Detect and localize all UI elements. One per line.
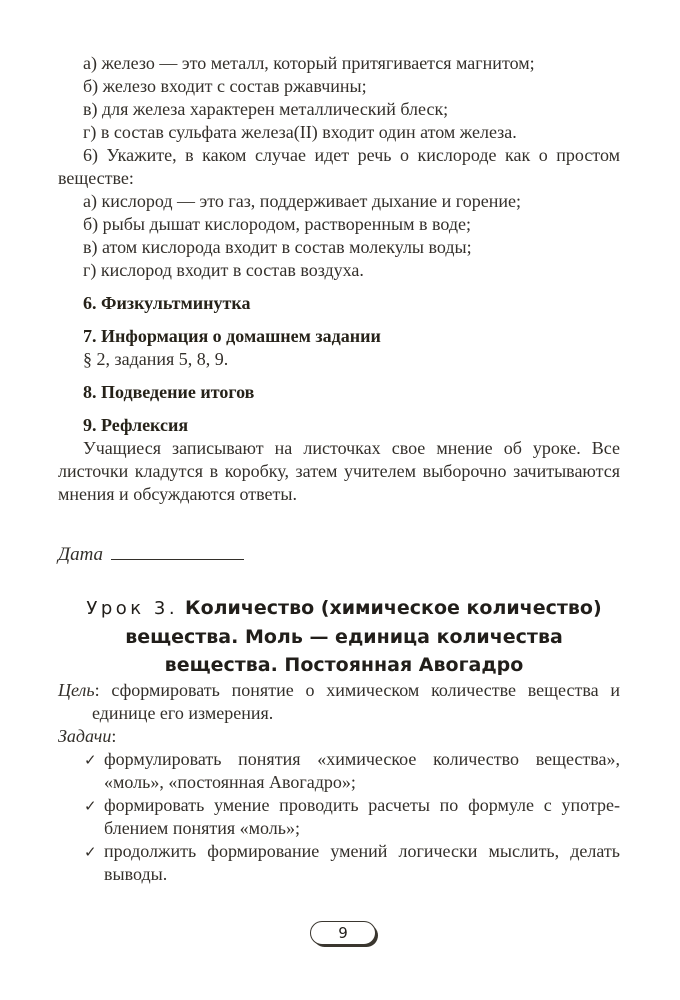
checkmark-icon: ✓ xyxy=(84,751,97,769)
page-number: 9 xyxy=(338,924,348,942)
oxygen-option-g: г) кислород входит в состав воздуха. xyxy=(83,260,364,280)
oxygen-option-b: б) рыбы дышат кислородом, растворенным в воде; xyxy=(83,214,472,234)
homework-text: § 2, задания 5, 8, 9. xyxy=(83,349,229,369)
iron-option-b: б) железо входит с состав ржавчины; xyxy=(83,76,367,96)
task-item-3 xyxy=(58,840,620,886)
lesson-3-title-part-1: Количество (химическое количество) xyxy=(185,597,602,619)
iron-option-v: в) для железа характерен металлический блеск; xyxy=(83,99,449,119)
checkmark-icon: ✓ xyxy=(84,843,97,861)
iron-option-g: г) в состав сульфата железа(II) входит один атом железа. xyxy=(83,122,517,142)
section-title-8: 8. Подведение итогов xyxy=(83,382,255,402)
task-item-3-text: продолжить формирование умений логически мыслить, делать выводы. xyxy=(104,841,620,884)
date-blank-line xyxy=(111,557,244,560)
page-number-tab xyxy=(310,921,376,945)
tasks-heading xyxy=(58,725,620,748)
goal-text: : сформировать понятие о химическом количестве вещества и единице его измерения. xyxy=(92,680,620,723)
lesson-3-title-part-2: вещества. Моль — единица количества xyxy=(125,626,563,648)
task-item-1 xyxy=(58,748,620,794)
lesson-3-number-label: Урок 3. xyxy=(86,598,179,619)
lesson-3-heading xyxy=(58,594,620,679)
task-item-1-text: формулировать понятия «химическое количество вещества», «моль», «постоянная Авогадро»; xyxy=(104,749,620,792)
section-title-9: 9. Рефлексия xyxy=(83,415,189,435)
goal-label: Цель xyxy=(58,680,95,700)
tasks-colon: : xyxy=(111,726,117,746)
oxygen-option-a: а) кислород — это газ, поддерживает дыхание и горение; xyxy=(83,191,521,211)
section-title-7: 7. Информация о домашнем задании xyxy=(83,326,381,346)
task-item-2-text: формировать умение проводить расчеты по формуле с употреблением понятия «моль»; xyxy=(104,795,620,838)
oxygen-option-v: в) атом кислорода входит в состав молекулы воды; xyxy=(83,237,472,257)
lesson-3-heading-line-1 xyxy=(68,594,620,623)
section-title-6: 6. Физкультминутка xyxy=(83,293,251,313)
date-label: Дата xyxy=(58,544,104,565)
reflection-paragraph: Учащиеся записывают на листочках свое мнение об уроке. Все листочки кладутся в коробку, затем учителем выборочно зачитываются мнения и обсуждаются ответы. xyxy=(58,438,620,504)
oxygen-question: 6) Укажите, в каком случае идет речь о кислороде как о простом веществе: xyxy=(58,145,620,188)
iron-option-a: а) железо — это металл, который притягивается магнитом; xyxy=(83,53,535,73)
task-item-2 xyxy=(58,794,620,840)
tasks-label: Задачи xyxy=(58,726,112,746)
lesson-3-title-part-3: вещества. Постоянная Авогадро xyxy=(164,654,524,676)
goal-paragraph xyxy=(58,679,620,725)
date-row xyxy=(58,543,620,567)
checkmark-icon: ✓ xyxy=(84,797,97,815)
